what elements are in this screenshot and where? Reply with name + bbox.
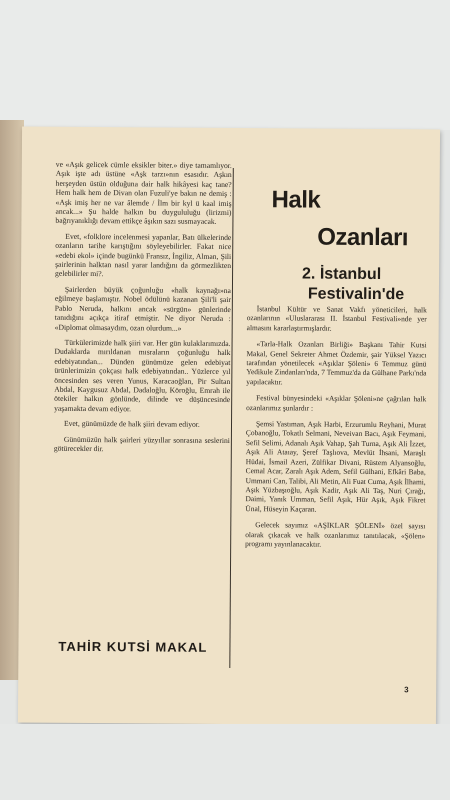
magazine-page: [18, 127, 440, 726]
left-paragraph: Evet, «folklore incelenmesi yapanlar, Batı ülkelerinde ozanların tarihe karıştığını söyleyebilirler. Fakat nice «edebi ekol» içinde bugünkü Fransız, İngiliz, Alman, Şili şairlerinin halktan nasıl yarar landığını da görmezlikten gelebilirler mi?.: [55, 231, 232, 279]
right-paragraph: Gelecek sayımız «AŞIKLAR ŞÖLENİ» özel sayısı olarak çıkacak ve halk ozanlarımız tanıtılacak, «Şölen» programı yayınlanacaktır.: [245, 520, 426, 549]
right-column: [245, 304, 427, 557]
left-column: [54, 160, 232, 461]
right-paragraph: Şemsi Yastıman, Aşık Harbi, Erzurumlu Reyhani, Murat Çobanoğlu, Tokatlı Selmani, Neveivan Bacı, Aşık Feymani, Sefil Selimi, Adanalı Aşık Vahap, Şah Turna, Aşık Ali İzzet, Aşık Ali Ataıay, Şeref Taşlıova, Mevlüt İhsani, Maraşlı Hüdai, İsmail Azeri, Zülfikar Divani, Rüstem Alyansoğlu, Cemal Acar, Zaralı Aşık Adem, Sefil Gülhani, Efkâri Baba, Ummani Can, Talibi, Ali Metin, Ali Fuat Cuma, Aşık İlhami, Aşık Yüzbaşıoğlu, Aşık Kadir, Aşık Ali Taş, Nuri Çırağı, Daimi, Yanık Umman, Sefil Aşık, Hür Aşık, Aşık Fikret Ünal, Hüseyin Kaçaran.: [245, 419, 427, 514]
right-paragraph: Festival bünyesindeki «Aşıklar Şöleni»ne çağrılan halk ozanlarımız şunlardır :: [246, 393, 427, 413]
article-title-line2: Ozanları: [317, 223, 409, 252]
table-surface: [0, 724, 450, 800]
author-signature: TAHİR KUTSİ MAKAL: [58, 638, 208, 655]
left-paragraph: Evet, günümüzde de halk şiiri devam ediyor.: [63, 419, 200, 429]
article-title-line1: Halk: [271, 186, 321, 214]
article-subtitle-line1: 2. İstanbul: [302, 265, 382, 284]
background-wall: [0, 0, 450, 130]
left-paragraph: Türkülerimizde halk şiiri var. Her gün kulaklarımızda. Dudaklarda mırıldanan mısraların çoğunluğu halk edebiyatından... Dünden günümüze gelen edebiyat ürünlerimizin çokçası halk edebiyatından.. Yüzlerce yıl öncesinden ses veren Yunus, Karacaoğlan, Pir Sultan Abdal, Kaygusuz Abdal, Dadaloğlu, Köroğlu, Emrah ile ötekiler halkın gönlünde, dilinde ve düşüncesinde yaşamakta devam ediyor.: [54, 337, 231, 414]
left-paragraph: Şairlerden büyük çoğunluğu «halk kaynağı»na eğilmeye başlamıştır. Nobel ödülünü kazanan Şili'li şair Pablo Neruda, halkını ancak «sürgün» günlerinde tanıdığını açıkça itiraf etmiştir. Ne diyor Neruda : «Diplomat olmasaydım, ozan olurdum...»: [54, 284, 231, 333]
left-paragraph: Günümüzün halk şairleri yüzyıllar sonrasına seslerini götürecekler dir.: [53, 434, 230, 454]
article-subtitle-line2: Festivalin'de: [307, 285, 405, 304]
page-number: 3: [404, 685, 409, 695]
left-paragraph: ve «Aşık gelicek cümle eksikler biter.» diye tamamlıyor. Aşık işte adı üstüne «Aşk tarzı»nın esasıdır. Aşkın herşeyden üstün olduğuna dair halk hikâyesi kaç tane? Hem halk hem de Divan olan Fuzuli'ye bakın ne demiş : «Aşk imiş her ne var âlemde / İlm bir kyl ü kaal imiş ancak...» Şu halde halkın bu duygululuğu (lirizmi) bağrıyanıklığı devam ettikçe âşıkın sazı susmayacak.: [55, 159, 232, 227]
right-paragraph: İstanbul Kültür ve Sanat Vakfı yöneticileri, halk ozanlarının «Uluslararası II. İstanbul Festivali»nde yer almasını kararlaştırmışlardır.: [246, 304, 427, 333]
right-paragraph: «Tarla-Halk Ozanları Birliği» Başkanı Tahir Kutsi Makal, Genel Sekreter Ahmet Özdemir, şair Yüksel Yazıcı tarafından yönetilecek «Aşıklar Şöleni» 6 Temmuz günü Yedikule Zindanları'nda, 7 Temmuz'da da Gülhane Parkı'nda yapılacaktır.: [246, 339, 427, 387]
